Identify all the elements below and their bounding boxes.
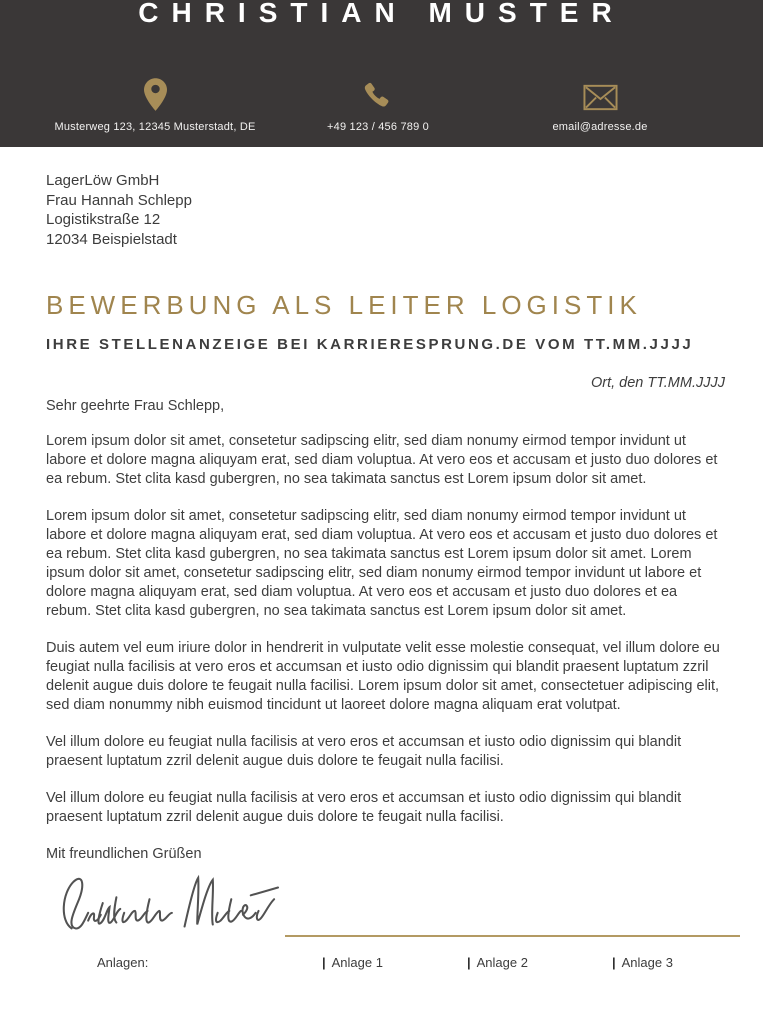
candidate-name: CHRISTIAN MUSTER — [138, 0, 625, 28]
body-paragraph: Vel illum dolore eu feugiat nulla facilisis at vero eros et accumsan et iusto odio dignissim qui blandit praesent luptatum zzril delenit augue duis dolore te feugait nulla facilisi. — [46, 790, 682, 825]
attachments-divider — [285, 935, 740, 937]
contact-email — [490, 75, 710, 133]
letter-title: BEWERBUNG ALS LEITER LOGISTIK — [46, 290, 642, 320]
attachment-label: Anlage 3 — [621, 955, 673, 970]
email-contact-label: email@adresse.de — [552, 121, 648, 133]
date-line: Ort, den TT.MM.JJJJ — [590, 375, 725, 391]
attachment-separator: | — [322, 955, 326, 970]
attachment-item — [612, 955, 673, 970]
recipient-address — [46, 171, 763, 249]
recipient-company: LagerLöw GmbH — [46, 172, 160, 189]
recipient-city: 12034 Beispielstadt — [46, 230, 177, 248]
attachments-label: Anlagen: — [97, 955, 149, 970]
attachment-label: Anlage 1 — [331, 955, 383, 970]
letter-subject: IHRE STELLENANZEIGE BEI KARRIERESPRUNG.DE VOM TT.MM.JJJJ — [46, 336, 694, 353]
signature-image — [52, 870, 284, 944]
recipient-person: Frau Hannah Schlepp — [46, 191, 192, 209]
attachment-separator: | — [467, 955, 471, 970]
header — [0, 0, 763, 147]
body-paragraph: Lorem ipsum dolor sit amet, consetetur sadipscing elitr, sed diam nonumy eirmod tempor invidunt ut labore et dolore magna aliquyam erat, sed diam voluptua. At vero eos et accusam et justo duo dolores et ea rebum. Stet clita kasd gubergren, no sea takimata sanctus est Lorem ipsum dolor sit amet. Lorem ipsum dolor sit amet, consetetur sadipscing elitr, sed diam nonumy eirmod tempor invidunt ut labore et dolore magna aliquyam erat, sed diam voluptua. At vero eos et accusam et justo duo dolores et ea rebum. Stet clita kasd gubergren, no sea takimata sanctus est Lorem ipsum dolor sit amet. — [46, 508, 718, 619]
body-paragraph: Duis autem vel eum iriure dolor in hendrerit in vulputate velit esse molestie consequat, vel illum dolore eu feugiat nulla facilisis at vero eros et accumsan et iusto odio dignissim qui blandit praesent luptatum zzril delenit augue duis dolore te feugait nulla facilisi. Lorem ipsum dolor sit amet, consectetuer adipiscing elit, sed diam nonummy nibh euismod tincidunt ut laoreet dolore magna aliquam erat volutpat. — [46, 640, 720, 713]
body-paragraph: Vel illum dolore eu feugiat nulla facilisis at vero eros et accumsan et iusto odio dignissim qui blandit praesent luptatum zzril delenit augue duis dolore te feugait nulla facilisi. — [46, 734, 682, 769]
phone-contact-label: +49 123 / 456 789 0 — [327, 121, 429, 133]
attachment-label: Anlage 2 — [476, 955, 528, 970]
location-pin-icon — [144, 75, 167, 111]
salutation: Sehr geehrte Frau Schlepp, — [46, 398, 225, 414]
address-contact-label: Musterweg 123, 12345 Musterstadt, DE — [54, 121, 256, 133]
attachment-separator: | — [612, 955, 616, 970]
recipient-street: Logistikstraße 12 — [46, 211, 161, 228]
contact-location — [45, 75, 265, 133]
attachment-item — [322, 955, 383, 970]
phone-icon — [362, 75, 394, 111]
attachment-item — [467, 955, 528, 970]
closing-phrase: Mit freundlichen Grüßen — [46, 846, 202, 862]
contact-phone — [268, 75, 488, 133]
email-icon — [583, 75, 618, 111]
body-paragraph: Lorem ipsum dolor sit amet, consetetur sadipscing elitr, sed diam nonumy eirmod tempor invidunt ut labore et dolore magna aliquyam erat, sed diam voluptua. At vero eos et accusam et justo duo dolores et ea rebum. Stet clita kasd gubergren, no sea takimata sanctus est Lorem ipsum dolor sit amet. — [46, 433, 718, 487]
